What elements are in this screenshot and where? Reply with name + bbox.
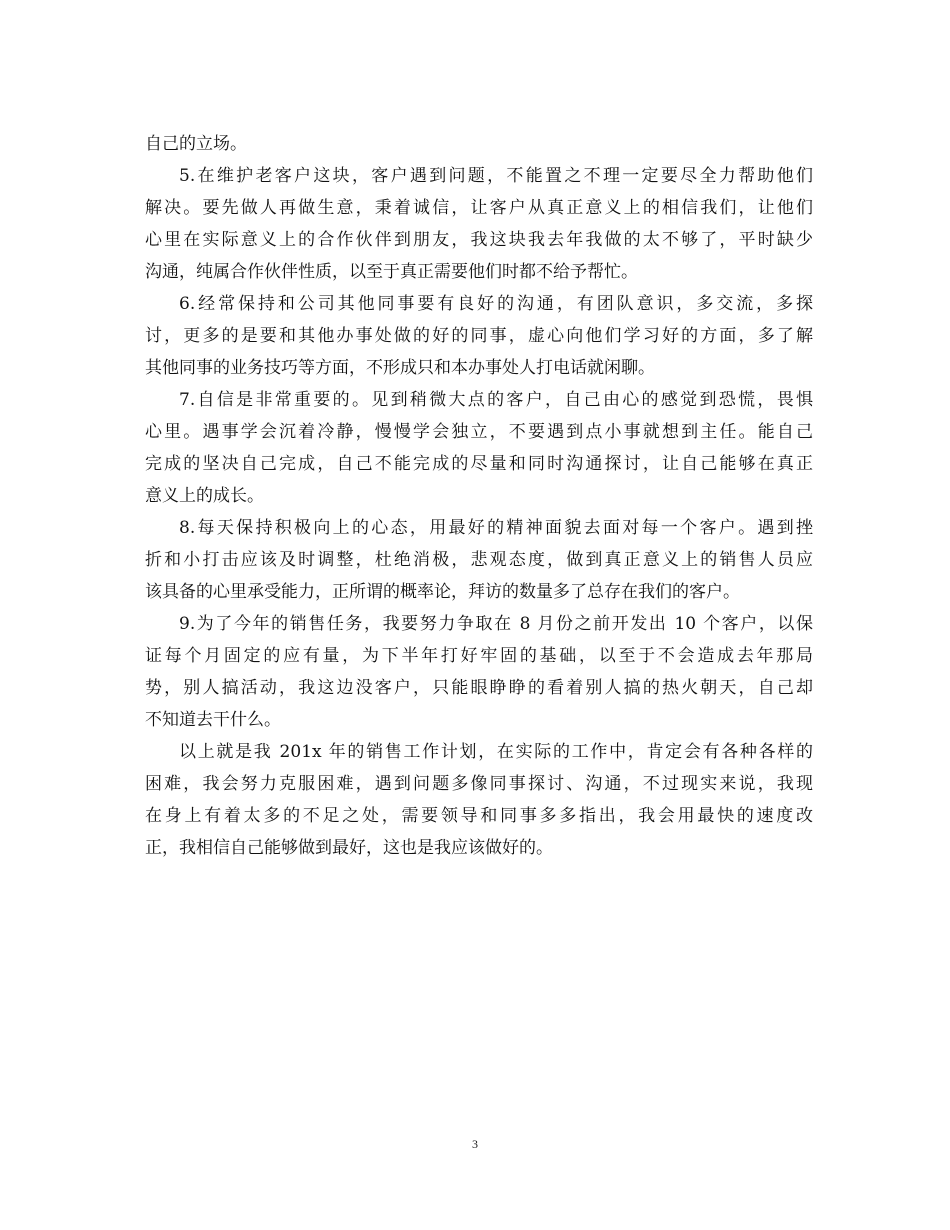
- paragraph-conclusion: [145, 736, 813, 864]
- paragraph-item-9: [145, 608, 813, 736]
- text-line: 其他同事的业务技巧等方面，不形成只和本办事处人打电话就闲聊。: [145, 358, 655, 378]
- text-line: 5.在维护老客户这块，客户遇到问题，不能置之不理一定要尽全力帮助他们: [179, 166, 813, 186]
- text-line: 意义上的成长。: [145, 486, 264, 506]
- text-line: 心里在实际意义上的合作伙伴到朋友，我这块我去年我做的太不够了，平时缺少: [145, 230, 813, 250]
- text-line: 折和小打击应该及时调整，杜绝消极，悲观态度，做到真正意义上的销售人员应: [145, 550, 813, 570]
- text-line: 6.经常保持和公司其他同事要有良好的沟通，有团队意识，多交流，多探: [179, 294, 813, 314]
- text-line: 8.每天保持积极向上的心态，用最好的精神面貌去面对每一个客户。遇到挫: [179, 518, 813, 538]
- paragraph-item-7: [145, 384, 813, 512]
- text-line: 在身上有着太多的不足之处，需要领导和同事多多指出，我会用最快的速度改: [145, 806, 813, 826]
- text-line: 困难，我会努力克服困难，遇到问题多像同事探讨、沟通，不过现实来说，我现: [145, 774, 813, 794]
- text-line: 解决。要先做人再做生意，秉着诚信，让客户从真正意义上的相信我们，让他们: [145, 198, 813, 218]
- text-line: 7.自信是非常重要的。见到稍微大点的客户，自己由心的感觉到恐慌，畏惧: [179, 390, 813, 410]
- text-line: 以上就是我 201x 年的销售工作计划，在实际的工作中，肯定会有各种各样的: [179, 742, 813, 762]
- text-line: 正，我相信自己能够做到最好，这也是我应该做好的。: [145, 838, 553, 858]
- paragraph-item-5: [145, 160, 813, 288]
- paragraph-item-8: [145, 512, 813, 608]
- text-line: 该具备的心里承受能力，正所谓的概率论，拜访的数量多了总存在我们的客户。: [145, 582, 740, 602]
- text-line: 证每个月固定的应有量，为下半年打好牢固的基础，以至于不会造成去年那局: [145, 646, 813, 666]
- text-line: 心里。遇事学会沉着冷静，慢慢学会独立，不要遇到点小事就想到主任。能自己: [145, 422, 813, 442]
- text-line: 完成的坚决自己完成，自己不能完成的尽量和同时沟通探讨，让自己能够在真正: [145, 454, 813, 474]
- text-line: 不知道去干什么。: [145, 710, 281, 730]
- text-line: 讨，更多的是要和其他办事处做的好的同事，虚心向他们学习好的方面，多了解: [145, 326, 813, 346]
- paragraph-item-6: [145, 288, 813, 384]
- document-body: [145, 128, 813, 864]
- page-number: 3: [472, 1137, 478, 1151]
- text-line: 沟通，纯属合作伙伴性质，以至于真正需要他们时都不给予帮忙。: [145, 262, 638, 282]
- paragraph-continuation: [145, 128, 813, 160]
- text-line: 9.为了今年的销售任务，我要努力争取在 8 月份之前开发出 10 个客户，以保: [179, 614, 813, 634]
- text-line: 势，别人搞活动，我这边没客户，只能眼睁睁的看着别人搞的热火朝天，自己却: [145, 678, 813, 698]
- text-line: 自己的立场。: [145, 134, 247, 154]
